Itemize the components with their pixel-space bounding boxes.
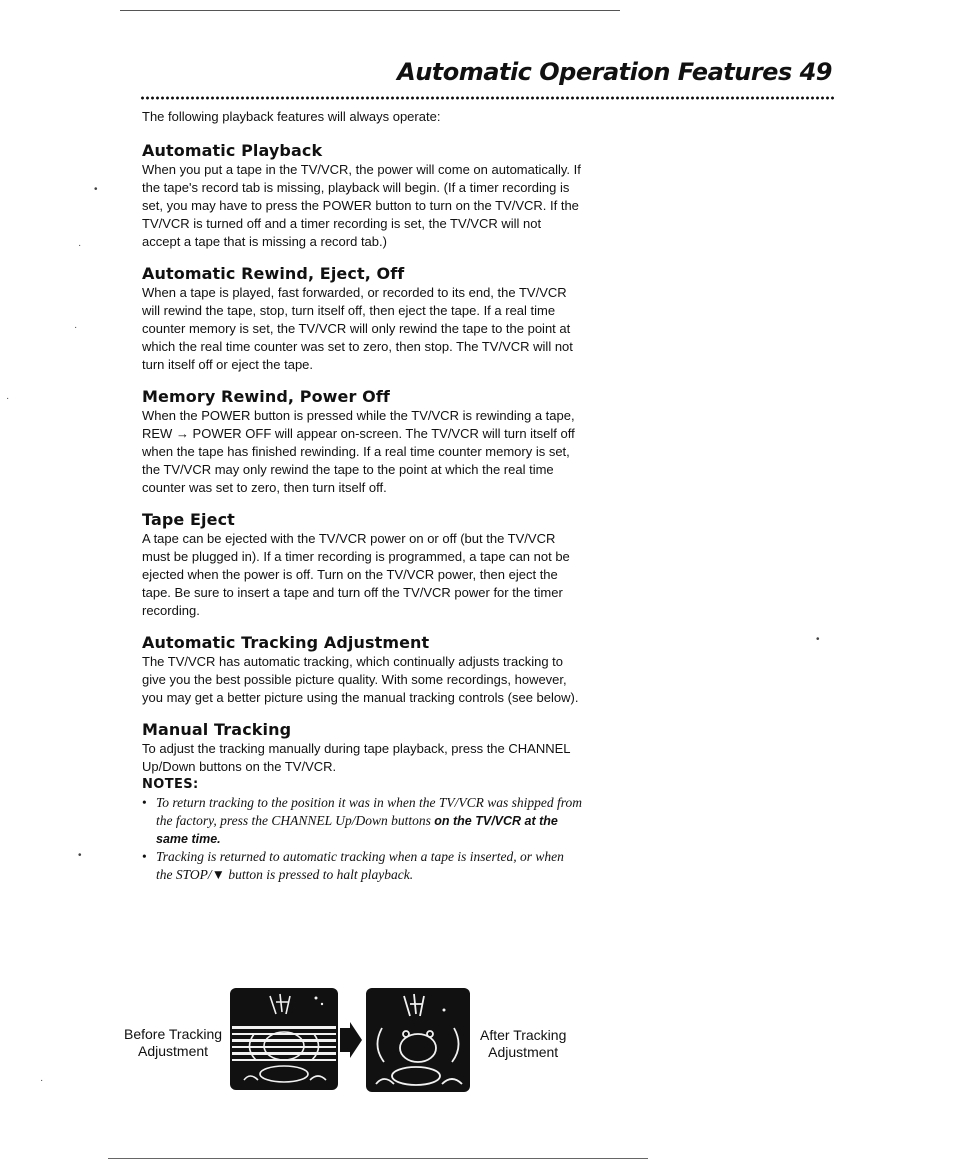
section-body: To adjust the tracking manually during tape playback, press the CHANNEL Up/Down buttons on the TV/VCR.	[142, 741, 571, 774]
section-heading: Automatic Rewind, Eject, Off	[142, 264, 405, 283]
main-content	[142, 108, 582, 897]
section-body: A tape can be ejected with the TV/VCR power on or off (but the TV/VCR must be plugged in). If a timer recording is programmed, a tape can not be ejected when the power is off. Turn on the TV/VCR power, then eject the tape. Be sure to insert a tape and turn off the TV/VCR power for the timer recording.	[142, 531, 570, 618]
section-automatic-tracking	[142, 633, 582, 707]
top-rule	[120, 10, 620, 11]
intro-text: The following playback features will always operate:	[142, 109, 441, 124]
after-label-line: After Tracking	[480, 1027, 567, 1043]
section-automatic-rewind	[142, 264, 582, 374]
margin-mark: ·	[40, 1075, 44, 1086]
margin-mark: ·	[78, 240, 82, 251]
before-tracking-label	[124, 1026, 222, 1060]
note-text: To return tracking to the position it was in when the TV/VCR was shipped from the factory, press the CHANNEL Up/Down buttons	[156, 795, 583, 828]
after-tracking-label	[480, 1027, 566, 1061]
note-bold-text: on the TV/VCR at the same time.	[156, 814, 558, 846]
note-text: Tracking is returned to automatic tracking when a tape is inserted, or when the STOP/▼ button is pressed to halt playback.	[156, 849, 564, 882]
section-memory-rewind	[142, 387, 582, 497]
section-heading: Memory Rewind, Power Off	[142, 387, 390, 406]
section-heading: Automatic Tracking Adjustment	[142, 633, 430, 652]
section-heading: Tape Eject	[142, 510, 235, 529]
margin-mark: •	[78, 850, 82, 861]
notes-heading: NOTES:	[142, 777, 199, 792]
before-tracking-screen-image	[230, 988, 338, 1090]
section-manual-tracking	[142, 720, 582, 884]
margin-mark: •	[94, 184, 98, 195]
dotted-rule	[140, 95, 834, 101]
section-heading: Automatic Playback	[142, 141, 323, 160]
section-body: When the POWER button is pressed while the TV/VCR is rewinding a tape, REW → POWER OFF will appear on-screen. The TV/VCR will turn itself off when the tape has finished rewinding. If a real time counter memory is set, the TV/VCR may only rewind the tape to the point at which the real time counter was set to zero, then turn itself off.	[142, 408, 575, 495]
margin-mark: ·	[74, 322, 78, 333]
notes-list	[142, 794, 582, 884]
note-item	[142, 848, 582, 884]
note-item	[142, 794, 582, 848]
section-body: When a tape is played, fast forwarded, or recorded to its end, the TV/VCR will rewind the tape, stop, turn itself off, then eject the tape. If a real time counter memory is set, the TV/VCR will only rewind the tape to the point at which the real time counter was set to zero, then stop. The TV/VCR will not turn itself off or eject the tape.	[142, 285, 573, 372]
before-label-line: Before Tracking	[124, 1026, 223, 1042]
section-automatic-playback	[142, 141, 582, 251]
arrow-right-icon	[340, 1022, 362, 1058]
page-header	[397, 58, 832, 86]
margin-mark: ·	[6, 393, 10, 404]
page-number: 49	[799, 58, 832, 86]
section-body: When you put a tape in the TV/VCR, the power will come on automatically. If the tape's record tab is missing, playback will begin. (If a timer recording is set, you may have to press the POWER button to turn on the TV/VCR. If the TV/VCR is turned off and a timer recording is set, the TV/VCR will not accept a tape that is missing a record tab.)	[142, 162, 581, 249]
after-tracking-screen-image	[366, 988, 470, 1092]
section-tape-eject	[142, 510, 582, 620]
section-heading: Manual Tracking	[142, 720, 292, 739]
margin-mark: •	[816, 634, 820, 645]
before-label-line: Adjustment	[138, 1043, 209, 1059]
section-body: The TV/VCR has automatic tracking, which continually adjusts tracking to give you the best possible picture quality. With some recordings, however, you may get a better picture using the manual tracking controls (see below).	[142, 654, 579, 705]
page-header-title: Automatic Operation Features	[397, 58, 792, 86]
after-label-line: Adjustment	[488, 1044, 559, 1060]
bottom-rule	[108, 1158, 648, 1159]
